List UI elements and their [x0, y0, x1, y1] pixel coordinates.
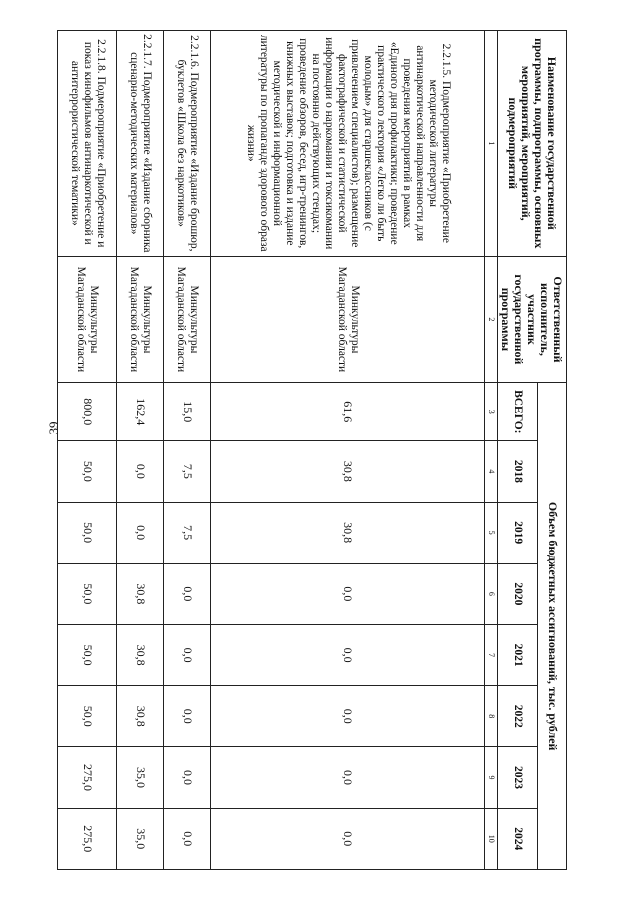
row-value: 0,0 — [164, 747, 211, 808]
row-value: 0,0 — [164, 808, 211, 869]
row-value: 0,0 — [211, 686, 485, 747]
row-value: 0,0 — [164, 563, 211, 624]
table-row — [58, 31, 117, 870]
table-row — [117, 31, 164, 870]
row-value: 50,0 — [58, 686, 117, 747]
row-name: 2.2.1.7. Подмероприятие «Издание сборника сценарно-методических материалов» — [117, 31, 164, 257]
header-total: ВСЕГО: — [497, 383, 538, 441]
table-row — [211, 31, 485, 870]
row-value: 7,5 — [164, 441, 211, 502]
row-value: 275,0 — [58, 747, 117, 808]
row-value: 30,8 — [117, 563, 164, 624]
column-number: 8 — [485, 686, 497, 747]
table-row — [164, 31, 211, 870]
header-year: 2023 — [497, 747, 538, 808]
row-value: 50,0 — [58, 502, 117, 563]
row-name: 2.2.1.6. Подмероприятие «Издание брошюр, буклетов «Школа без наркотиков» — [164, 31, 211, 257]
row-value: 50,0 — [58, 441, 117, 502]
column-number: 2 — [485, 256, 497, 383]
header-executor: Ответственный исполнитель, участник государственной программы — [497, 256, 566, 383]
row-value: 0,0 — [164, 624, 211, 685]
row-total: 61,6 — [211, 383, 485, 441]
row-value: 7,5 — [164, 502, 211, 563]
column-number: 9 — [485, 747, 497, 808]
row-value: 0,0 — [164, 686, 211, 747]
row-executor: Минкультуры Магаданской области — [211, 256, 485, 383]
column-number: 3 — [485, 383, 497, 441]
row-total: 162,4 — [117, 383, 164, 441]
column-number: 10 — [485, 808, 497, 869]
row-value: 0,0 — [211, 624, 485, 685]
row-name: 2.2.1.5. Подмероприятие «Приобретение методической литературы антинаркотической направленности для проведения мероприятий в рамках «Единого дня профилактики; проведение практического лектория «Легко ли быть молодым» для старшеклассников (с привлечением специалистов); размещение фактографической и статистической информации о наркомании и токсикомании на постоянно действующих стендах; проведение обзоров, бесед, игр-тренингов, книжных выставок; подготовка и издание методической и информационной литературы по пропаганде здорового образа жизни» — [211, 31, 485, 257]
rotated-table-container — [57, 30, 567, 870]
row-value: 30,8 — [117, 686, 164, 747]
header-year: 2022 — [497, 686, 538, 747]
row-value: 0,0 — [117, 502, 164, 563]
row-value: 30,8 — [211, 502, 485, 563]
header-year: 2024 — [497, 808, 538, 869]
row-value: 50,0 — [58, 624, 117, 685]
row-name: 2.2.1.8. Подмероприятие «Приобретение и показ кинофильмов антинаркотической и антитеррористической тематики» — [58, 31, 117, 257]
row-value: 30,8 — [117, 624, 164, 685]
column-number: 5 — [485, 502, 497, 563]
row-total: 15,0 — [164, 383, 211, 441]
row-executor: Минкультуры Магаданской области — [58, 256, 117, 383]
row-executor: Минкультуры Магаданской области — [164, 256, 211, 383]
row-value: 0,0 — [117, 441, 164, 502]
column-number: 6 — [485, 563, 497, 624]
header-year: 2019 — [497, 502, 538, 563]
column-number: 1 — [485, 31, 497, 257]
page-number: 39 — [46, 421, 61, 435]
row-value: 35,0 — [117, 747, 164, 808]
column-number: 4 — [485, 441, 497, 502]
header-volume: Объем бюджетных ассигнований, тыс. рублей — [538, 383, 567, 870]
row-value: 30,8 — [211, 441, 485, 502]
row-value: 50,0 — [58, 563, 117, 624]
header-year: 2021 — [497, 624, 538, 685]
budget-table — [57, 30, 567, 870]
row-value: 0,0 — [211, 808, 485, 869]
row-value: 0,0 — [211, 747, 485, 808]
header-year: 2020 — [497, 563, 538, 624]
header-name: Наименование государственной программы, подпрограммы, основных мероприятий, мероприятий, подмероприятий — [497, 31, 566, 257]
row-total: 800,0 — [58, 383, 117, 441]
row-value: 35,0 — [117, 808, 164, 869]
row-value: 275,0 — [58, 808, 117, 869]
header-year: 2018 — [497, 441, 538, 502]
row-value: 0,0 — [211, 563, 485, 624]
column-number: 7 — [485, 624, 497, 685]
row-executor: Минкультуры Магаданской области — [117, 256, 164, 383]
